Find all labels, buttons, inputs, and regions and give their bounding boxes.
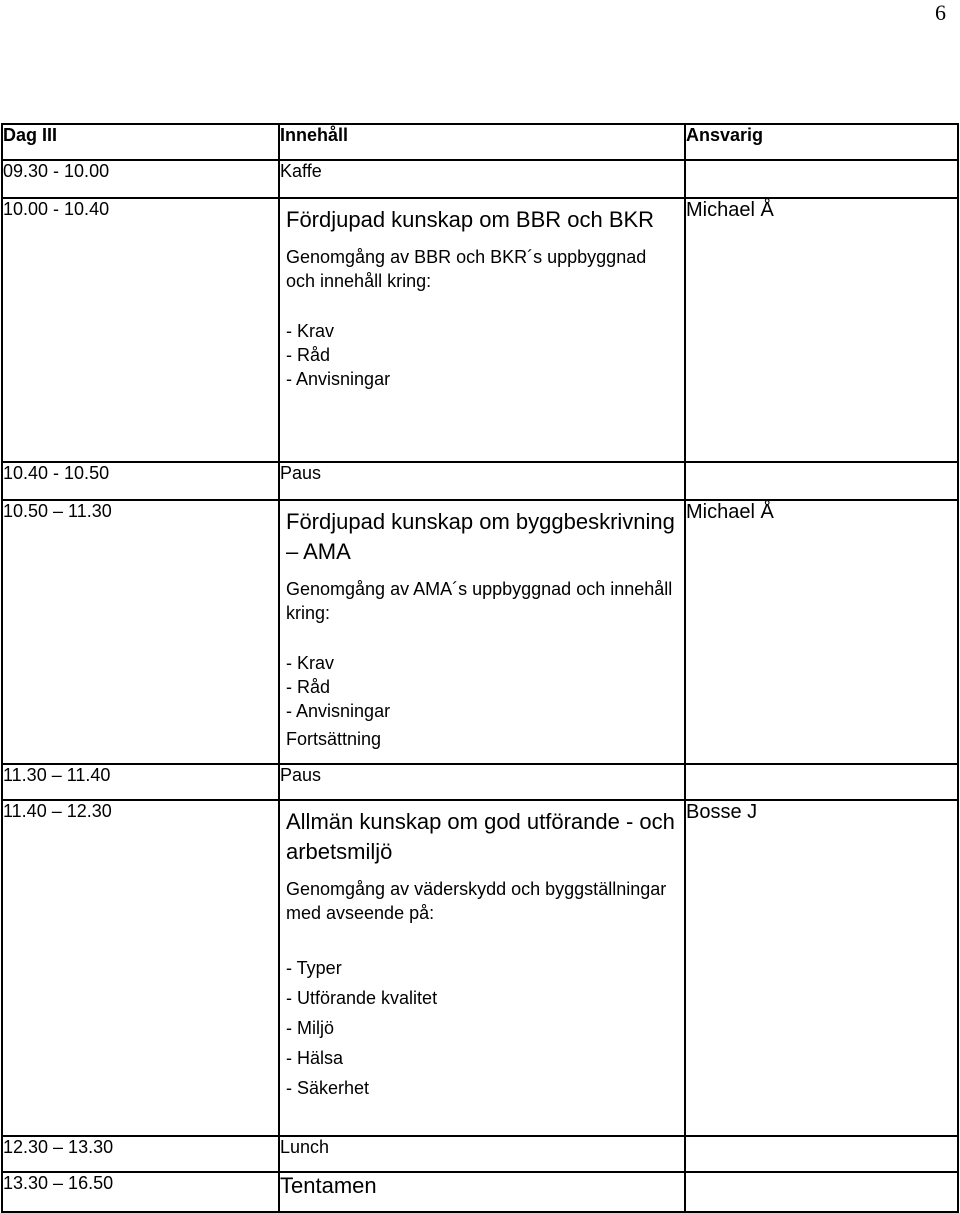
table-row [2,764,958,800]
list-item: - Krav [286,651,684,675]
time-cell: 10.40 - 10.50 [2,462,279,500]
time-cell: 11.30 – 11.40 [2,764,279,800]
continuation-note: Fortsättning [286,729,382,749]
responsible-cell [685,764,958,800]
table-row [2,1136,958,1172]
content-cell [279,198,685,462]
session-topic: Fördjupad kunskap om BBR och BKR [286,207,655,232]
responsible-cell: Michael Å [685,198,958,462]
table-row [2,1172,958,1212]
responsible-cell [685,1136,958,1172]
list-item: - Typer [286,953,684,983]
list-item: - Hälsa [286,1043,684,1073]
session-topic: Fördjupad kunskap om byggbeskrivning – AMA [286,509,675,564]
schedule-table [1,123,959,1213]
content-cell [279,800,685,1136]
time-cell: 10.00 - 10.40 [2,198,279,462]
activity-cell: Paus [279,764,685,800]
activity-cell: Tentamen [279,1172,685,1212]
list-item: - Krav [286,319,684,343]
table-row [2,500,958,764]
table-row [2,160,958,198]
time-cell: 10.50 – 11.30 [2,500,279,764]
list-item: - Anvisningar [286,699,684,723]
time-cell: 09.30 - 10.00 [2,160,279,198]
table-row [2,198,958,462]
topic-list [280,953,684,1103]
responsible-cell: Bosse J [685,800,958,1136]
page-number: 6 [935,0,946,25]
header-row [2,124,958,160]
list-item: - Råd [286,675,684,699]
list-item: - Säkerhet [286,1073,684,1103]
responsible-header: Ansvarig [685,124,958,160]
session-description: Genomgång av AMA´s uppbyggnad och innehåll kring: [286,579,673,623]
session-description: Genomgång av väderskydd och byggställningar med avseende på: [286,879,667,923]
session-topic: Allmän kunskap om god utförande - och arbetsmiljö [286,809,675,864]
activity-cell: Lunch [279,1136,685,1172]
time-cell: 11.40 – 12.30 [2,800,279,1136]
table-row [2,800,958,1136]
responsible-cell [685,462,958,500]
list-item: - Miljö [286,1013,684,1043]
topic-list [280,319,684,391]
list-item: - Anvisningar [286,367,684,391]
list-item: - Råd [286,343,684,367]
responsible-cell [685,160,958,198]
responsible-cell [685,1172,958,1212]
activity-cell: Paus [279,462,685,500]
table-row [2,462,958,500]
time-cell: 12.30 – 13.30 [2,1136,279,1172]
topic-list [280,651,684,723]
responsible-cell: Michael Å [685,500,958,764]
session-description: Genomgång av BBR och BKR´s uppbyggnad och innehåll kring: [286,247,647,291]
content-header: Innehåll [279,124,685,160]
activity-cell: Kaffe [279,160,685,198]
content-cell [279,500,685,764]
day-header: Dag III [2,124,279,160]
time-cell: 13.30 – 16.50 [2,1172,279,1212]
list-item: - Utförande kvalitet [286,983,684,1013]
